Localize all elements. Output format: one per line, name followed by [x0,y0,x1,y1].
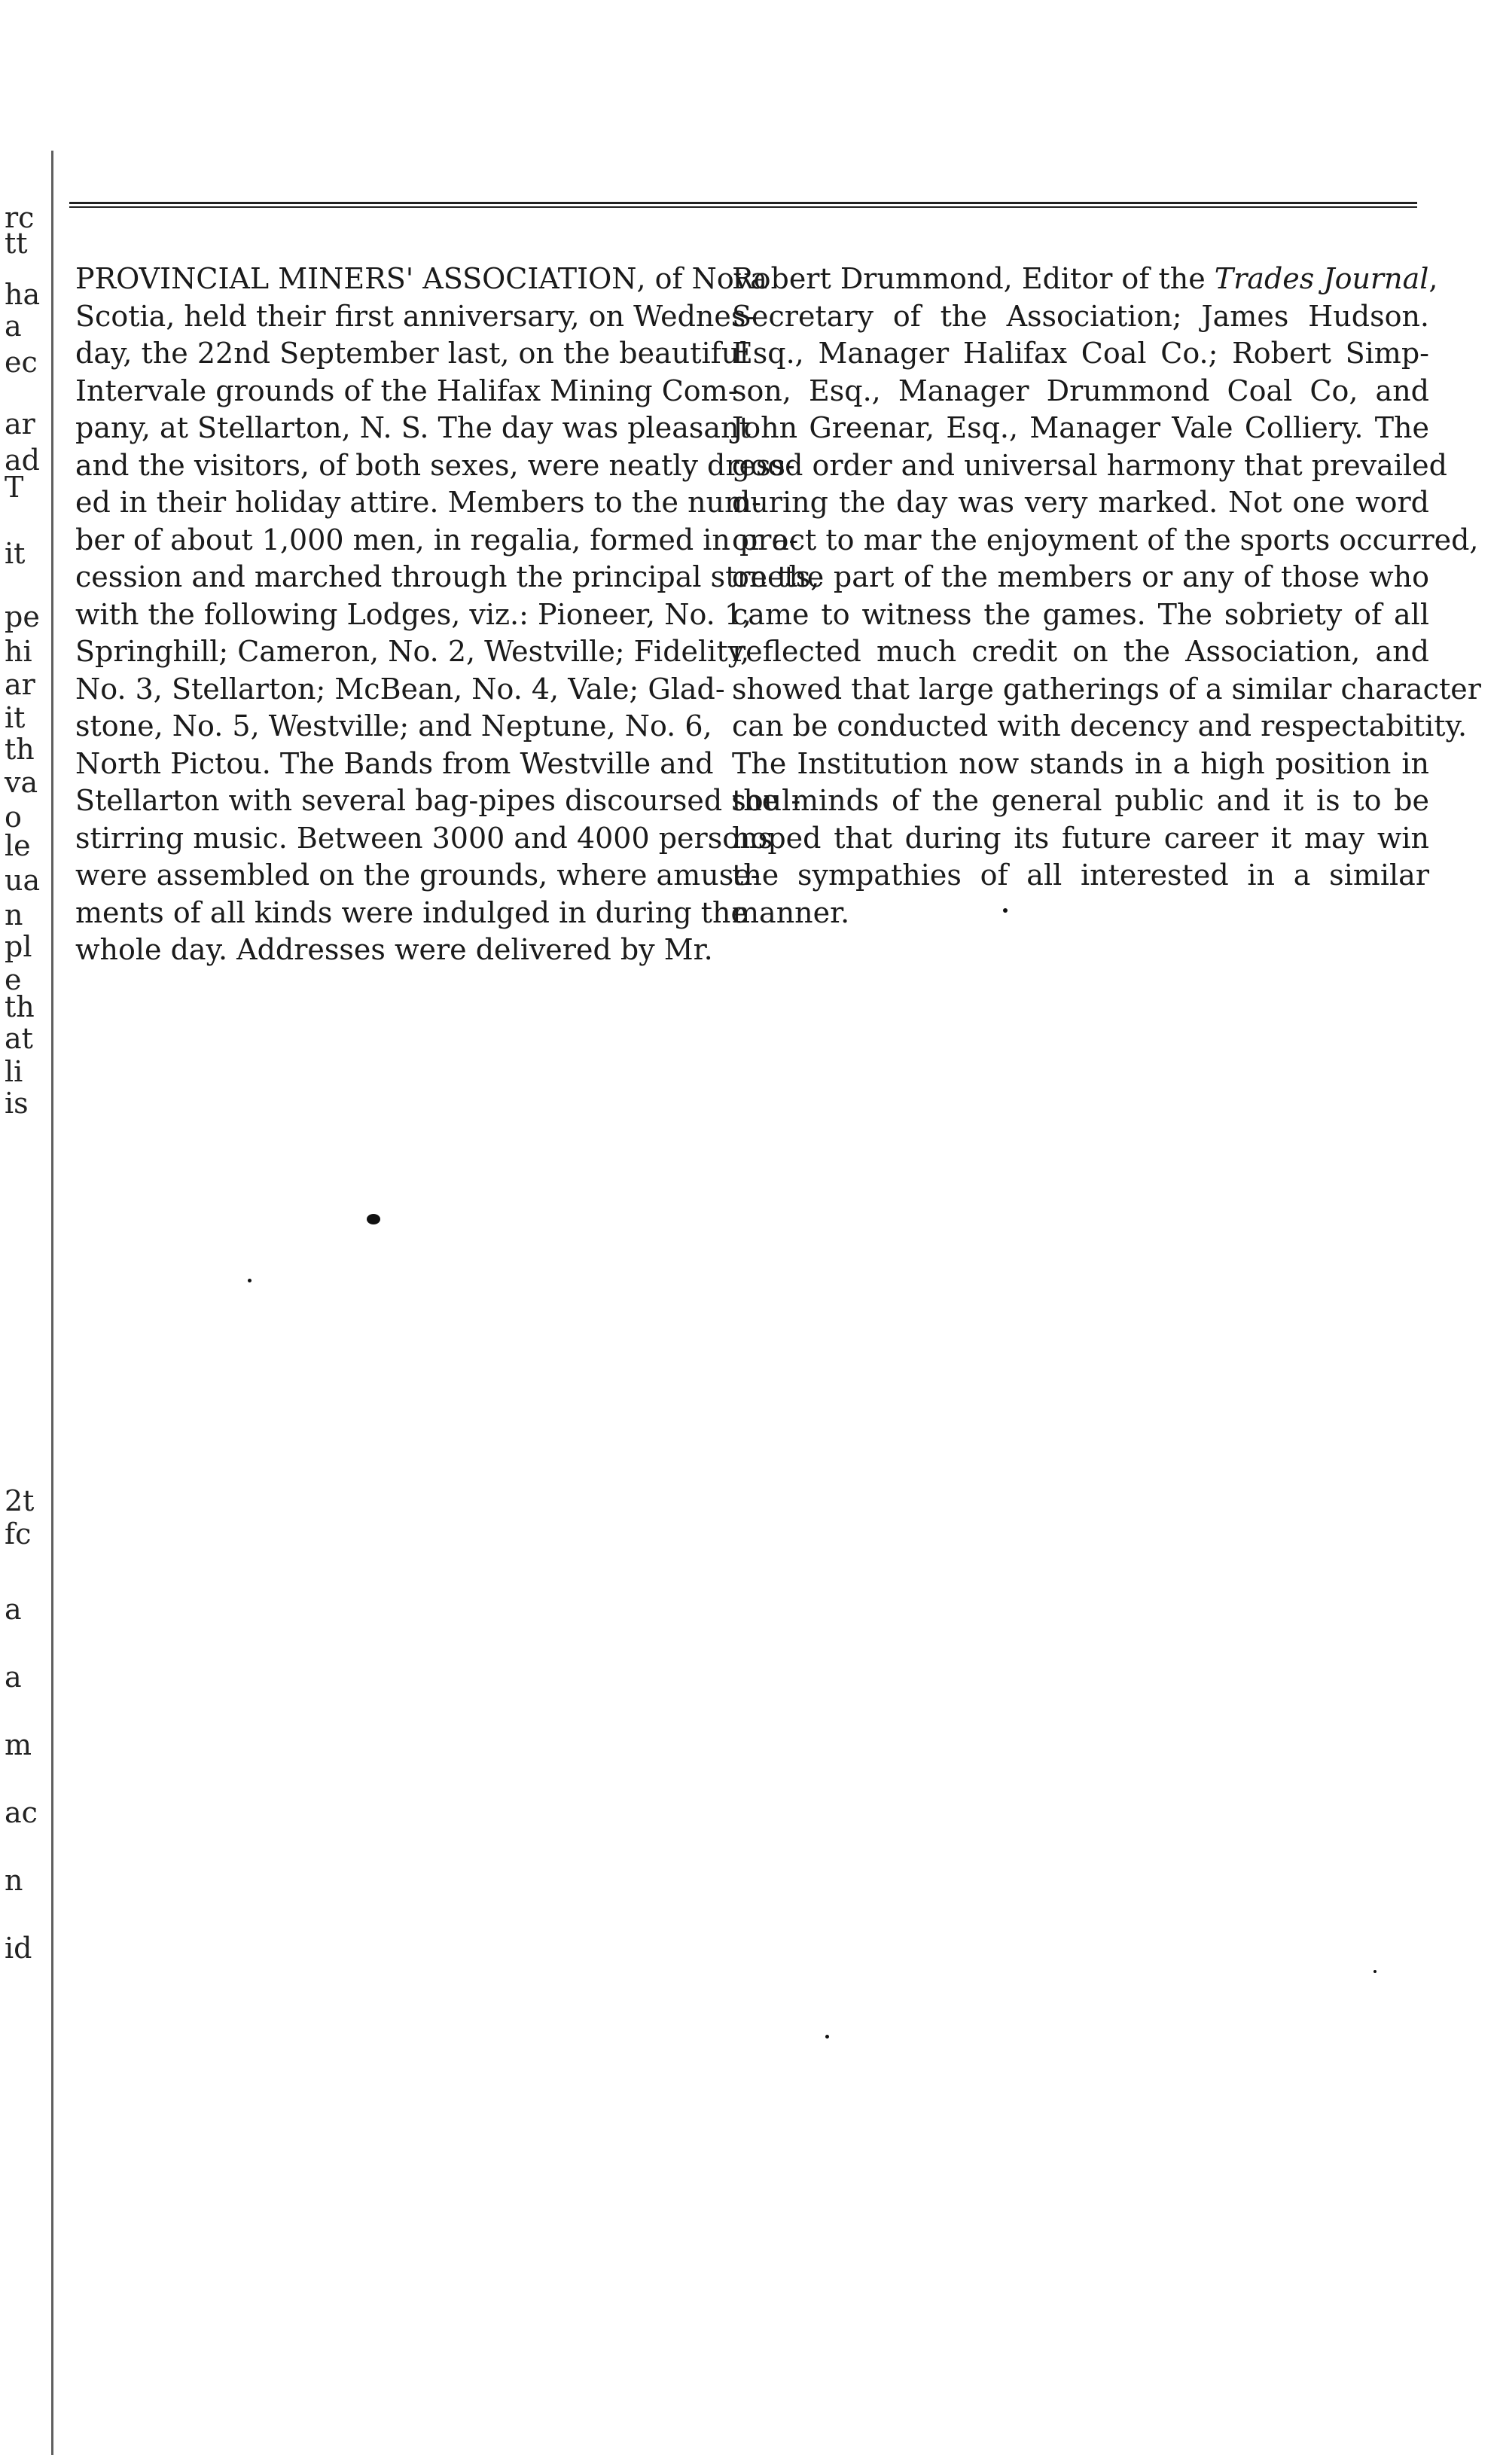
article-line: reflected much credit on the Association, and [732,635,1429,668]
margin-fragment: ar [5,407,35,441]
article-line: stone, No. 5, Westville; and Neptune, No. 6, [75,709,712,743]
margin-fragment: id [5,1932,32,1965]
ink-speck [825,2035,829,2039]
margin-fragment: T [5,471,24,504]
article-line: hoped that during its future career it may win [732,821,1429,855]
article-line: Scotia, held their first anniversary, on Wednes- [75,299,756,333]
margin-fragment: ac [5,1796,38,1829]
margin-fragment: e [5,963,22,996]
article-line: stirring music. Between 3000 and 4000 persons [75,821,773,855]
article-line: Secretary of the Association; James Hudson. [732,299,1429,333]
margin-fragment: n [5,1864,23,1897]
article-line: were assembled on the grounds, where amuse- [75,858,761,892]
article-line: ed in their holiday attire. Members to the num- [75,486,761,519]
article-line: PROVINCIAL MINERS' ASSOCIATION, of Nova [75,262,767,295]
article-line: North Pictou. The Bands from Westville and [75,746,714,780]
article-line: Robert Drummond, Editor of the Trades Journal, [732,262,1438,295]
article-line: can be conducted with decency and respectabitity. [732,709,1468,743]
article-line: on the part of the members or any of those who [732,560,1429,593]
margin-fragment: tt [5,227,28,260]
margin-fragment: 2t [5,1484,35,1517]
margin-fragment: it [5,701,26,734]
article-line: the minds of the general public and it is to be [732,784,1429,817]
article-line: Springhill; Cameron, No. 2, Westville; Fidelity, [75,635,750,668]
margin-fragment: va [5,766,38,799]
margin-fragment: ad [5,444,40,477]
margin-fragment: is [5,1087,29,1120]
article-line: Stellarton with several bag-pipes discoursed soul- [75,784,801,817]
margin-fragment: li [5,1055,23,1088]
margin-fragment: fc [5,1517,32,1551]
ink-speck [1003,908,1008,913]
margin-fragment: th [5,990,35,1023]
margin-fragment: it [5,537,26,570]
margin-fragment: hi [5,635,32,668]
article-line: ments of all kinds were indulged in during the [75,895,748,929]
article-line: or act to mar the enjoyment of the sports occurred, [732,523,1479,557]
article-line: showed that large gatherings of a similar character [732,672,1481,706]
margin-fragment: ha [5,278,41,311]
margin-fragment: le [5,829,31,862]
margin-fragment: m [5,1728,32,1761]
top-rule [69,202,1417,208]
article-line: during the day was very marked. Not one word [732,486,1429,519]
article-line: whole day. Addresses were delivered by Mr. [75,933,713,966]
margin-fragment: pe [5,600,40,633]
article-right-column [732,261,1481,932]
article-line: with the following Lodges, viz.: Pioneer, No. 1, [75,597,752,631]
margin-fragment: a [5,310,22,343]
margin-fragment: pl [5,930,32,963]
margin-fragment: o [5,800,22,834]
article-line: The Institution now stands in a high position in [732,746,1429,780]
margin-fragment: a [5,1593,22,1626]
ink-speck [367,1214,380,1224]
article-line: came to witness the games. The sobriety of all [732,597,1429,631]
margin-fragment: a [5,1660,22,1694]
article-line: manner. [732,895,850,929]
margin-fragment: ar [5,668,35,701]
article-line: Esq., Manager Halifax Coal Co.; Robert Simp- [732,337,1429,370]
margin-fragment: ec [5,346,38,379]
article-line: good order and universal harmony that prevailed [732,448,1447,482]
article-line: John Greenar, Esq., Manager Vale Colliery. The [732,411,1429,444]
ink-speck [1373,1970,1377,1973]
ink-speck [248,1279,252,1282]
article-line: the sympathies of all interested in a similar [732,858,1429,892]
article-line: Intervale grounds of the Halifax Mining Com- [75,374,738,407]
margin-fragment: th [5,733,35,766]
article-line: No. 3, Stellarton; McBean, No. 4, Vale; Glad- [75,672,725,706]
article-line: pany, at Stellarton, N. S. The day was pleasant [75,411,751,444]
margin-fragment: rc [5,201,35,234]
article-line: day, the 22nd September last, on the beautiful [75,337,749,370]
article-line: cession and marched through the principal streets, [75,560,820,593]
margin-fragment: ua [5,864,41,897]
left-margin-strip [0,0,69,2464]
article-line: and the visitors, of both sexes, were neatly dress- [75,448,795,482]
margin-fragment: at [5,1022,33,1055]
article-line: son, Esq., Manager Drummond Coal Co, and [732,374,1429,407]
margin-fragment: n [5,898,23,932]
margin-rule [51,151,53,2455]
article-line: ber of about 1,000 men, in regalia, formed in pro- [75,523,799,557]
